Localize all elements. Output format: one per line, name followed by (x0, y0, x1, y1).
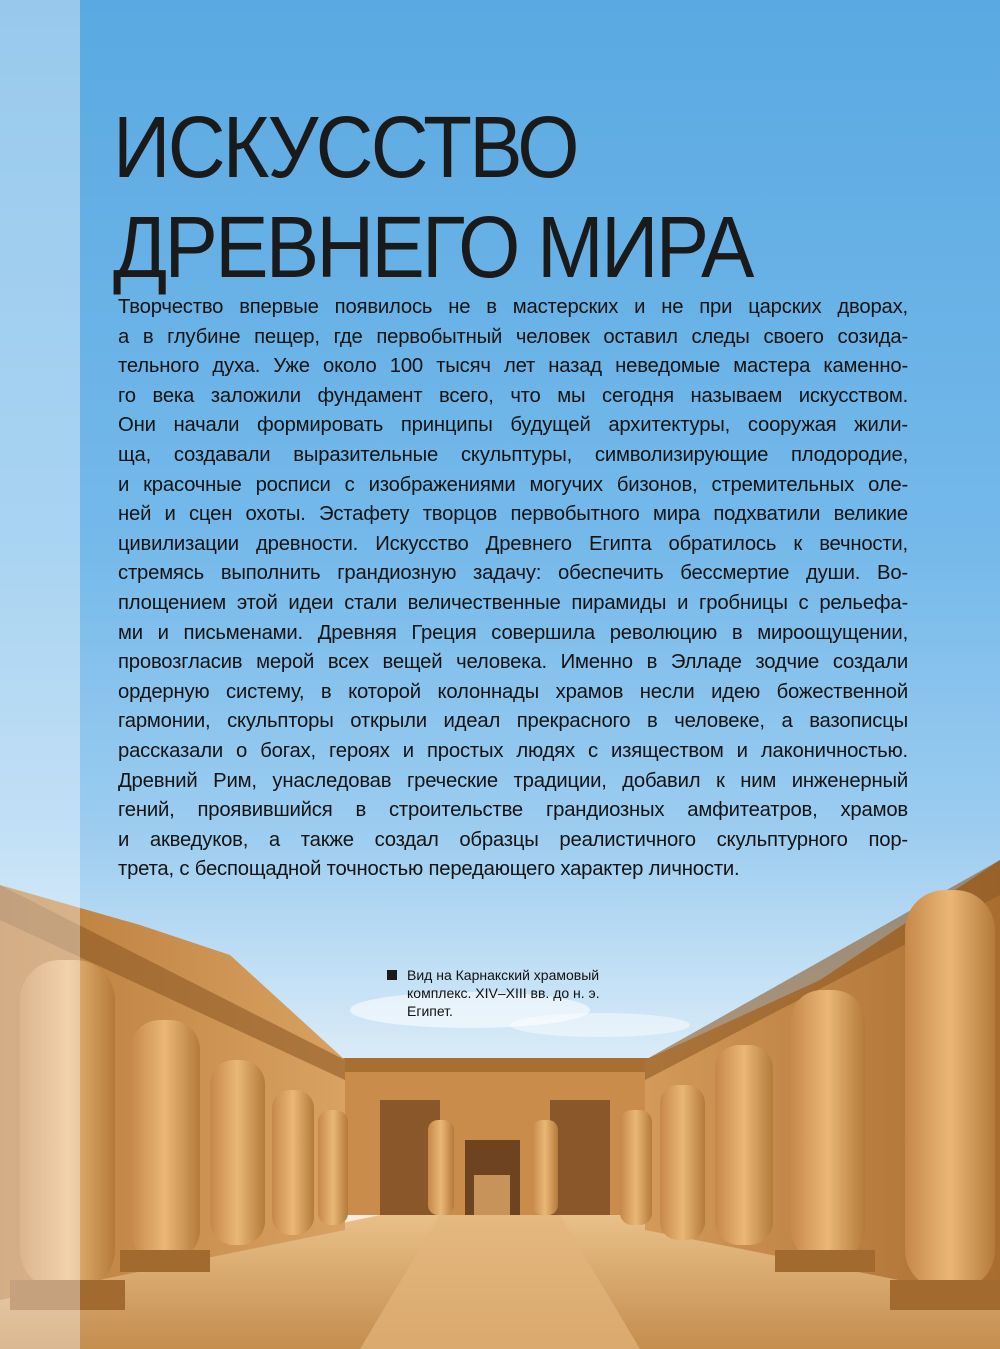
statue (130, 1020, 200, 1260)
text-line: Древний Рим, унаследовав греческие традиции, добавил к ним инженерный (118, 769, 908, 792)
statue (620, 1110, 652, 1225)
page-title (113, 98, 807, 298)
statue (318, 1110, 348, 1225)
caption-line: Вид на Карнакский храмовый (407, 967, 600, 983)
text-line: ней и сцен охоты. Эстафету творцов первобытного мира подхватили великие (118, 503, 908, 526)
gate-statue (428, 1120, 454, 1215)
text-line: Они начали формировать принципы будущей архитектуры, сооружая жили- (118, 414, 908, 437)
text-line: цивилизации древности. Искусство Древнего Египта обратилось к вечности, (118, 532, 908, 555)
text-line: а в глубине пещер, где первобытный человек оставил следы своего созида- (118, 325, 908, 348)
statue (790, 990, 865, 1260)
text-line: трета, с беспощадной точностью передающего характер личности. (118, 858, 740, 881)
text-line: и акведуков, а также создал образцы реалистичного скульптурного пор- (118, 828, 908, 851)
back-portal-dark (550, 1100, 610, 1215)
title-line: ДРЕВНЕГО МИРА (113, 199, 752, 296)
text-line: го века заложили фундамент всего, что мы сегодня называем искусством. (118, 384, 908, 407)
text-line: провозгласив мерой всех вещей человека. Именно в Элладе зодчие создали (118, 651, 908, 674)
back-building-top (330, 1058, 660, 1072)
statue (715, 1045, 773, 1245)
statue (210, 1060, 265, 1245)
gate-statue (532, 1120, 558, 1215)
caption-line: комплекс. XIV–XIII вв. до н. э. (407, 985, 600, 1001)
text-line: тельного духа. Уже около 100 тысяч лет назад неведомые мастера каменно- (118, 355, 908, 378)
photo-caption (387, 966, 687, 1020)
statue-base (890, 1280, 1000, 1310)
page-margin-strip (0, 0, 80, 1349)
text-line: ща, создавали выразительные скульптуры, символизирующие плодородие, (118, 443, 908, 466)
statue (905, 890, 995, 1290)
statue-base (775, 1250, 875, 1272)
text-line: и красочные росписи с изображениями могучих бизонов, стремительных оле- (118, 473, 908, 496)
statue (660, 1085, 705, 1240)
body-paragraph (118, 293, 908, 885)
title-line: ИСКУССТВО (113, 99, 577, 196)
statue-base (120, 1250, 210, 1272)
text-line: Творчество впервые появилось не в мастерских и не при царских дворах, (118, 296, 908, 318)
caption-line: Египет. (407, 1003, 453, 1019)
text-line: ми и письменами. Древняя Греция совершила революцию в мироощущении, (118, 621, 908, 644)
text-line: ордерную систему, в которой колоннады храмов несли идею божественной (118, 680, 908, 703)
text-line: гармонии, скульпторы открыли идеал прекрасного в человеке, а вазописцы (118, 710, 908, 733)
text-line: гений, проявившийся в строительстве грандиозных амфитеатров, храмов (118, 799, 908, 822)
back-doorway-frame (474, 1175, 510, 1215)
statue (272, 1090, 314, 1235)
square-bullet-icon (387, 970, 397, 980)
text-line: рассказали о богах, героях и простых людях с изяществом и лаконичностью. (118, 739, 908, 762)
text-line: площением этой идеи стали величественные пирамиды и гробницы с рельефа- (118, 591, 908, 614)
text-line: стремясь выполнить грандиозную задачу: обеспечить бессмертие души. Во- (118, 562, 908, 585)
